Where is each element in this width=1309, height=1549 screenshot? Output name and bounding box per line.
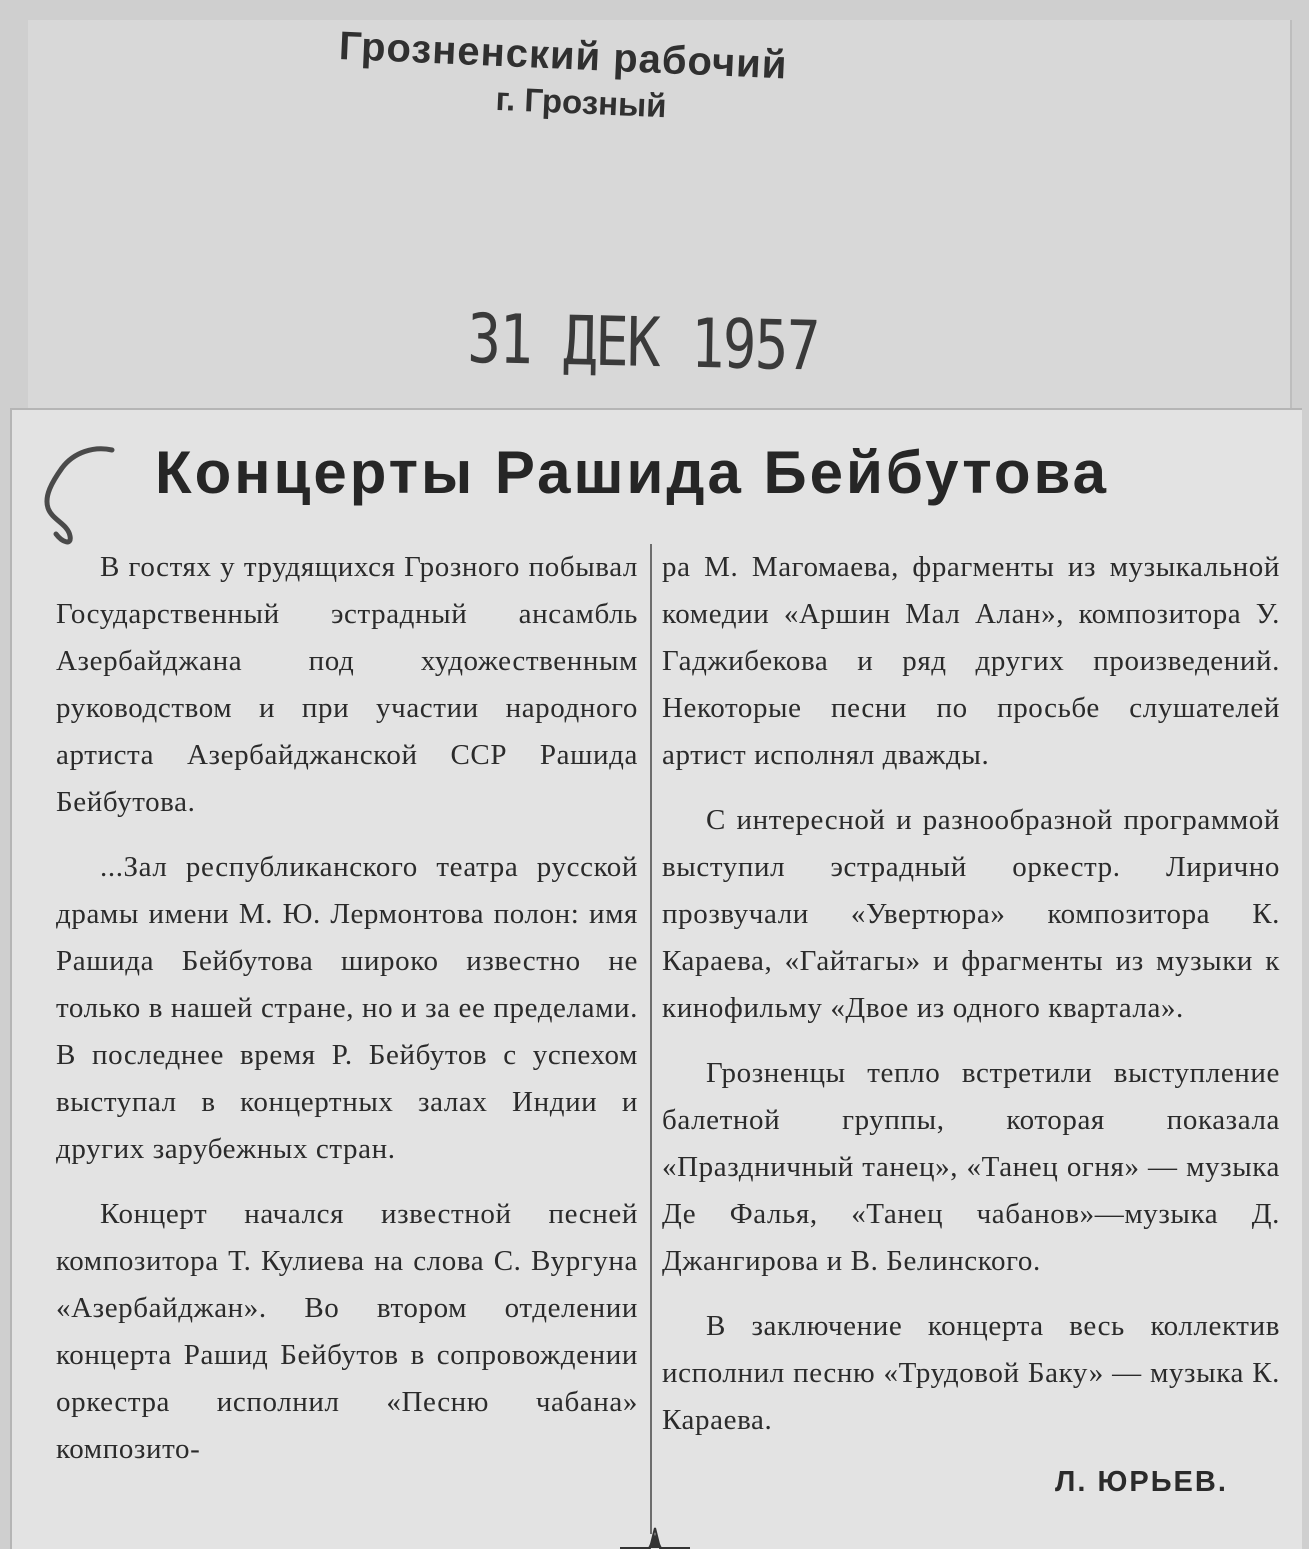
- article-paragraph: ...Зал республиканского театра русской драмы имени М. Ю. Лермонтова полон: имя Рашида Бейбутова широко известно не только в нашей стране, но и за ее пределами. В последнее время Р. Бейбутов с успехом выступал в концертных залах Индии и других зарубежных стран.: [56, 851, 638, 1165]
- article-author: Л. ЮРЬЕВ.: [1055, 1466, 1228, 1498]
- pencil-mark-icon: [34, 438, 124, 548]
- newspaper-city: г. Грозный: [495, 79, 668, 125]
- article-paragraph: ра М. Магомаева, фрагменты из музыкальной комедии «Аршин Мал Алан», композитора У. Гаджибекова и ряд других произведений. Некоторые песни по просьбе слушателей артист исполнял дважды.: [662, 551, 1280, 771]
- column-divider: [650, 544, 652, 1534]
- article-paragraph: В заключение концерта весь коллектив исполнил песню «Трудовой Баку» — музыка К. Караева.: [662, 1310, 1280, 1436]
- ornament-icon: [620, 1524, 690, 1549]
- date-stamp: 31 ДЕК 1957: [466, 300, 820, 387]
- article-column-right: [662, 544, 1280, 1462]
- article-headline: Концерты Рашида Бейбутова: [155, 439, 1109, 506]
- article-paragraph: В гостях у трудящихся Грозного побывал Государственный эстрадный ансамбль Азербайджана под художественным руководством и при участии народного артиста Азербайджанской ССР Рашида Бейбутова.: [56, 551, 638, 818]
- article-paragraph: Концерт начался известной песней композитора Т. Кулиева на слова С. Вургуна «Азербайджан». Во втором отделении концерта Рашид Бейбутов в сопровождении оркестра исполнил «Песню чабана» композито-: [56, 1198, 638, 1465]
- newspaper-name: Грозненский рабочий: [338, 24, 789, 88]
- article-paragraph: Грозненцы тепло встретили выступление балетной группы, которая показала «Праздничный танец», «Танец огня» — музыка Де Фалья, «Танец чабанов»—музыка Д. Джангирова и В. Белинского.: [662, 1057, 1280, 1277]
- article-column-left: [56, 544, 638, 1491]
- article-paragraph: С интересной и разнообразной программой выступил эстрадный оркестр. Лирично прозвучали «Увертюра» композитора К. Караева, «Гайтагы» и фрагменты из музыки к кинофильму «Двое из одного квартала».: [662, 804, 1280, 1024]
